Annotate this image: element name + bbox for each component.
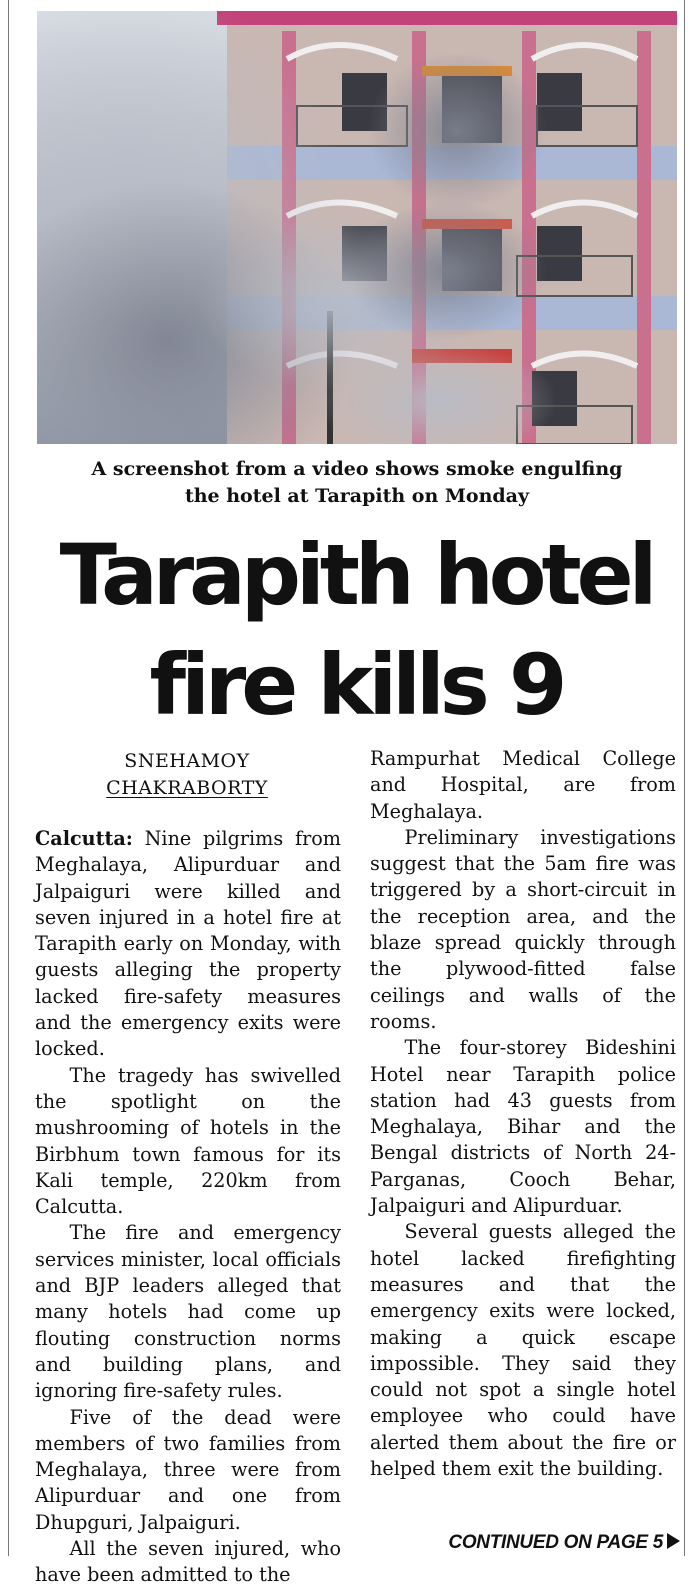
left-column-rule [8, 0, 9, 1556]
article-paragraph [35, 826, 341, 1063]
article-column-1 [35, 826, 341, 1589]
news-photo [37, 11, 677, 444]
article-paragraph: All the seven injured, who have been admitted to the [35, 1537, 341, 1587]
article-paragraph: Five of the dead were members of two families from Meghalaya, three were from Alipurduar and one from Dhupguri, Jalpaiguri. [35, 1405, 341, 1534]
article-paragraph: The four-storey Bideshini Hotel near Tarapith police station had 43 guests from Meghalaya, Bihar and the Bengal districts of North 24-Parganas, Cooch Behar, Jalpaiguri and Alipurduar. [370, 1036, 676, 1218]
byline-line-2: CHAKRABORTY [106, 777, 268, 799]
byline-line-1: SNEHAMOY [124, 750, 250, 772]
article-paragraph: Preliminary investigations suggest that the 5am fire was triggered by a short-circuit in the reception area, and the blaze spread quickly through the plywood-fitted false ceilings and walls of the rooms. [370, 825, 676, 1033]
byline [37, 748, 337, 802]
paragraph-text: Nine pilgrims from Meghalaya, Alipurduar and Jalpaiguri were killed and seven injured in a hotel fire at Tarapith early on Monday, with guests alleging the property lacked fire-safety measures and the emergency exits were locked. [35, 827, 341, 1061]
article-paragraph: The tragedy has swivelled the spotlight on the mushrooming of hotels in the Birbhum town famous for its Kali temple, 220km from Calcutta. [35, 1063, 341, 1219]
right-column-rule [684, 0, 685, 1556]
continued-label: CONTINUED ON PAGE 5 [448, 1532, 663, 1553]
dateline: Calcutta: [35, 827, 133, 850]
article-column-2 [370, 746, 676, 1482]
article-paragraph: Several guests alleged the hotel lacked firefighting measures and that the emergency exits were locked, making a quick escape impossible. They said they could not spot a single hotel employee who could have alerted them about the fire or helped them exit the building. [370, 1220, 676, 1481]
continued-on-page-link[interactable] [448, 1531, 680, 1555]
photo-caption [37, 456, 677, 510]
article-paragraph: The fire and emergency services minister, local officials and BJP leaders alleged that many hotels had come up flouting construction norms and building plans, and ignoring fire-safety rules. [35, 1221, 341, 1403]
caption-line-1: A screenshot from a video shows smoke engulfing [91, 458, 623, 480]
caption-line-2: the hotel at Tarapith on Monday [184, 485, 530, 507]
headline-line-1: Tarapith hotel [59, 526, 653, 624]
headline-line-2: fire kills 9 [149, 636, 563, 734]
hotel-fire-photo [37, 11, 677, 444]
headline [20, 520, 692, 740]
play-arrow-icon [667, 1533, 680, 1549]
article-paragraph: Rampurhat Medical College and Hospital, are from Meghalaya. [370, 747, 676, 823]
